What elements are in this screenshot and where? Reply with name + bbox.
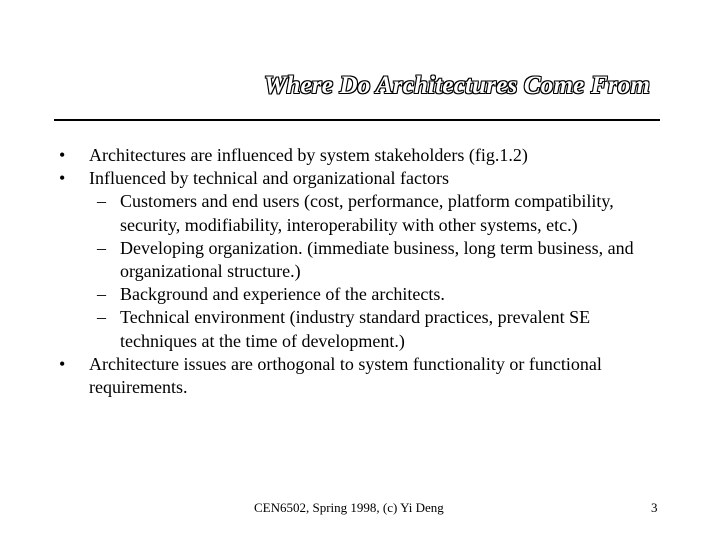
- sub-bullet-item: [56, 306, 666, 352]
- bullet-text: Influenced by technical and organizational factors: [89, 168, 450, 189]
- page-number: 3: [651, 500, 658, 515]
- footer-text: CEN6502, Spring 1998, (c) Yi Deng: [254, 500, 444, 515]
- sub-bullet-item: [56, 237, 666, 283]
- sub-bullet-list: [56, 190, 666, 352]
- dash-mark: –: [97, 307, 106, 328]
- bullet-item: [56, 353, 666, 399]
- bullet-item: [56, 167, 666, 190]
- bullet-mark: •: [59, 353, 66, 374]
- slide-title: Where Do Architectures Come From: [263, 72, 650, 99]
- sub-bullet-item: [56, 190, 666, 236]
- sub-bullet-item: [56, 283, 666, 306]
- sub-bullet-text: Customers and end users (cost, performance, platform compatibility, security, modifiability, interoperability with other systems, etc.): [120, 191, 614, 235]
- slide-body: [56, 144, 666, 399]
- bullet-item: [56, 144, 666, 167]
- dash-mark: –: [97, 191, 106, 212]
- sub-bullet-text: Background and experience of the architects.: [120, 284, 445, 305]
- sub-bullet-text: Developing organization. (immediate business, long term business, and organizational structure.): [120, 237, 634, 282]
- dash-mark: –: [97, 284, 106, 305]
- bullet-text: Architecture issues are orthogonal to system functionality or functional requirements.: [89, 353, 602, 398]
- title-divider: [54, 119, 660, 121]
- bullet-text: Architectures are influenced by system stakeholders (fig.1.2): [89, 145, 528, 165]
- sub-bullet-text: Technical environment (industry standard practices, prevalent SE techniques at the time of development.): [120, 307, 591, 351]
- bullet-mark: •: [59, 145, 66, 165]
- bullet-list: [56, 144, 666, 399]
- sub-list-container: [56, 190, 666, 352]
- dash-mark: –: [97, 237, 106, 258]
- bullet-mark: •: [59, 168, 66, 189]
